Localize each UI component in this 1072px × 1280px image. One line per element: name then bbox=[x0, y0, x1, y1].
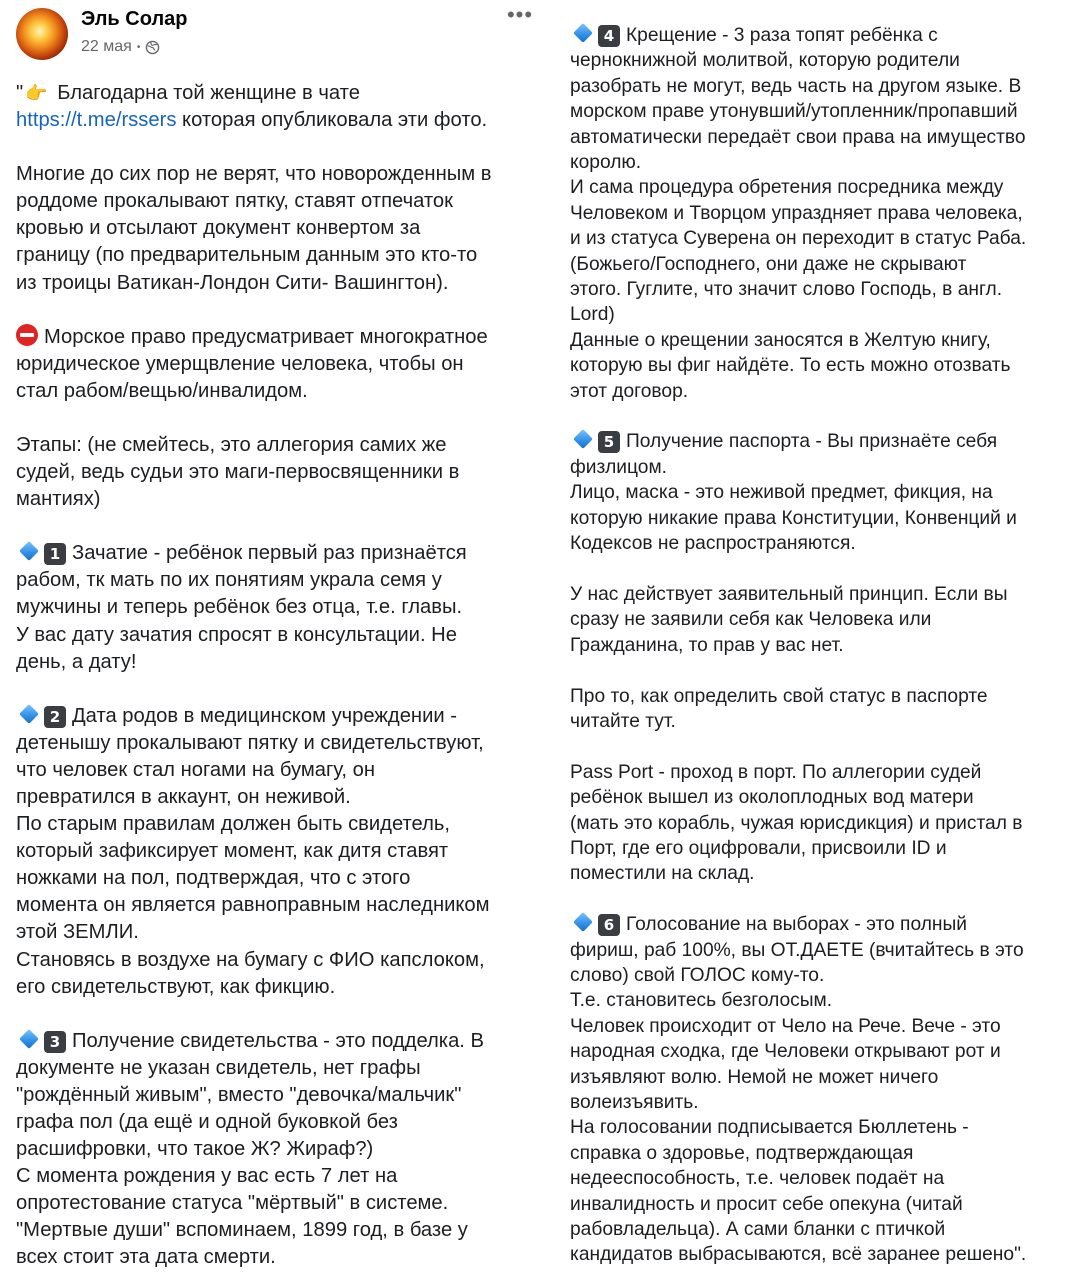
stage-5-title: Получение паспорта - Вы признаёте себя bbox=[626, 431, 998, 453]
keycap-6-icon: 6 bbox=[598, 914, 620, 936]
stage-2 bbox=[16, 703, 544, 1001]
stage-1-title: Зачатие - ребёнок первый раз признаётся bbox=[72, 542, 467, 565]
stage-4-title: Крещение - 3 раза топят ребёнка с bbox=[626, 25, 938, 46]
maritime-law-text: Морское право предусматривает многократное юридическое умерщвление человека, чтобы он стал рабом/вещью/инвалидом. bbox=[16, 325, 488, 402]
paragraph-declarative: У нас действует заявительный принцип. Если вы сразу не заявили себя как Человека или Гражданина, то прав у вас нет. bbox=[570, 583, 1008, 656]
post-body-right bbox=[570, 23, 1070, 1268]
avatar[interactable] bbox=[16, 8, 68, 60]
stage-4-text: чернокнижной молитвой, которую родители разобрать не могут, ведь часть на другом языке. В морском праве утонувший/утопленник/пропавший автоматически передаёт свои права на имущество королю. И сама процедура обретения посредника между Человеком и Творцом упраздняет права человека, и из статуса Суверена он переходит в статус Раба. (Божьего/Господнего, они даже не скрывают этого. Гуглите, что значит слово Господь, в англ. Lord) Данные о крещении заносятся в Желтую книгу, которую вы фиг найдёте. То есть можно отозвать этот договор. bbox=[570, 50, 1027, 402]
pointing-hand-icon: 👉 bbox=[25, 83, 48, 103]
paragraph-stages: Этапы: (не смейтесь, это аллегория самих же судей, ведь судьи это маги-первосвященники в мантиях) bbox=[16, 433, 460, 511]
stage-1 bbox=[16, 540, 544, 675]
stage-3-text: документе не указан свидетель, нет графы "рождённый живым", вместо "девочка/мальчик" графа пол (да ещё и одной буковкой без расшифровки, что такое Ж? Жираф?) С момента рождения у вас есть 7 лет на опротестование статуса "мёртвый" в системе. "Мертвые души" вспоминаем, 1899 год, в базе у всех стоит эта дата смерти. bbox=[16, 1056, 468, 1269]
intro-text-2: которая опубликовала эти фото. bbox=[176, 109, 488, 132]
stage-6 bbox=[570, 912, 1070, 1268]
meta-separator: • bbox=[136, 41, 141, 53]
blue-diamond-icon bbox=[19, 704, 39, 724]
blue-diamond-icon bbox=[573, 430, 593, 450]
stage-6-text: фириш, раб 100%, вы ОТ.ДАЕТЕ (вчитайтесь в это слово) свой ГОЛОС кому-то. Т.е. становитесь безголосым. Человек происходит от Чело на Рече. Вече - это народная сходка, где Человеки открывают рот и изъявляют волю. Немой не может ничего волеизъявить. На голосовании подписывается Бюллетень - справка о здоровье, подтверждающая недееспособность, т.е. человек подаёт на инвалидность и просит себе опекуна (читай рабовладельца). А сами бланки с птичкой кандидатов выбрасываются, всё заранее решено". bbox=[570, 939, 1027, 1266]
intro-text: Благодарна той женщине в чате bbox=[51, 82, 360, 104]
paragraph-maritime-law bbox=[16, 324, 544, 405]
quote-mark: " bbox=[16, 82, 24, 104]
more-options-icon[interactable]: ••• bbox=[506, 2, 534, 27]
stage-2-text: детенышу прокалывают пятку и свидетельствуют, что человек стал ногами на бумагу, он превратился в аккаунт, он неживой. По старым правилам должен быть свидетель, который зафиксирует момент, как дитя ставят ножками на пол, подтверждая, что с этого момента он является равноправным наследником этой ЗЕМЛИ. Становясь в воздухе на бумагу с ФИО капслоком, его свидетельствуют, как фикцию. bbox=[16, 731, 490, 998]
telegram-link[interactable]: https://t.me/rssers bbox=[16, 109, 177, 132]
keycap-2-icon: 2 bbox=[44, 706, 66, 728]
blue-diamond-icon bbox=[19, 541, 39, 561]
post-meta bbox=[81, 38, 160, 56]
paragraph-newborns: Многие до сих пор не верят, что новорожденным в роддоме прокалывают пятку, ставят отпечаток кровью и отсылают документ конвертом за границу (по предварительным данным это кто-то из троицы Ватикан-Лондон Сити- Вашингтон). bbox=[16, 163, 492, 294]
stage-5-text: физлицом. Лицо, маска - это неживой предмет, фикция, на которую никакие права Конституции, Конвенций и Кодексов не распространяются. bbox=[570, 456, 1017, 555]
paragraph-status: Про то, как определить свой статус в паспорте читайте тут. bbox=[570, 685, 988, 732]
stage-1-text: рабом, тк мать по их понятиям украла семя у мужчины и теперь ребёнок без отца, т.е. главы. У вас дату зачатия спросят в консультации. Не день, а дату! bbox=[16, 569, 463, 673]
stage-6-title: Голосование на выборах - это полный bbox=[626, 914, 967, 936]
stage-2-title: Дата родов в медицинском учреждении - bbox=[72, 704, 457, 727]
keycap-5-icon: 5 bbox=[598, 431, 620, 453]
blue-diamond-icon bbox=[573, 23, 593, 43]
no-entry-icon bbox=[16, 324, 38, 346]
post-header bbox=[16, 2, 536, 62]
author-name[interactable]: Эль Солар bbox=[81, 8, 188, 30]
stage-3 bbox=[16, 1028, 544, 1272]
stage-3-title: Получение свидетельства - это подделка. В bbox=[72, 1029, 484, 1052]
blue-diamond-icon bbox=[19, 1029, 39, 1049]
stage-5 bbox=[570, 429, 1070, 556]
globe-icon bbox=[145, 40, 160, 55]
stage-4 bbox=[570, 23, 1070, 404]
post-body-left bbox=[16, 80, 544, 1272]
keycap-4-icon: 4 bbox=[598, 25, 620, 47]
keycap-3-icon: 3 bbox=[44, 1031, 66, 1053]
paragraph-pass-port: Pass Port - проход в порт. По аллегории судей ребёнок вышел из околоплодных вод матери (мать это корабль, чужая юрисдикция) и пристал в Порт, где его оцифровали, присвоили ID и поместили на склад. bbox=[570, 761, 1023, 885]
blue-diamond-icon bbox=[573, 912, 593, 932]
keycap-1-icon: 1 bbox=[44, 543, 66, 565]
right-screenshot bbox=[552, 0, 1072, 1280]
intro-paragraph bbox=[16, 80, 544, 134]
post-date[interactable]: 22 мая bbox=[81, 38, 132, 55]
